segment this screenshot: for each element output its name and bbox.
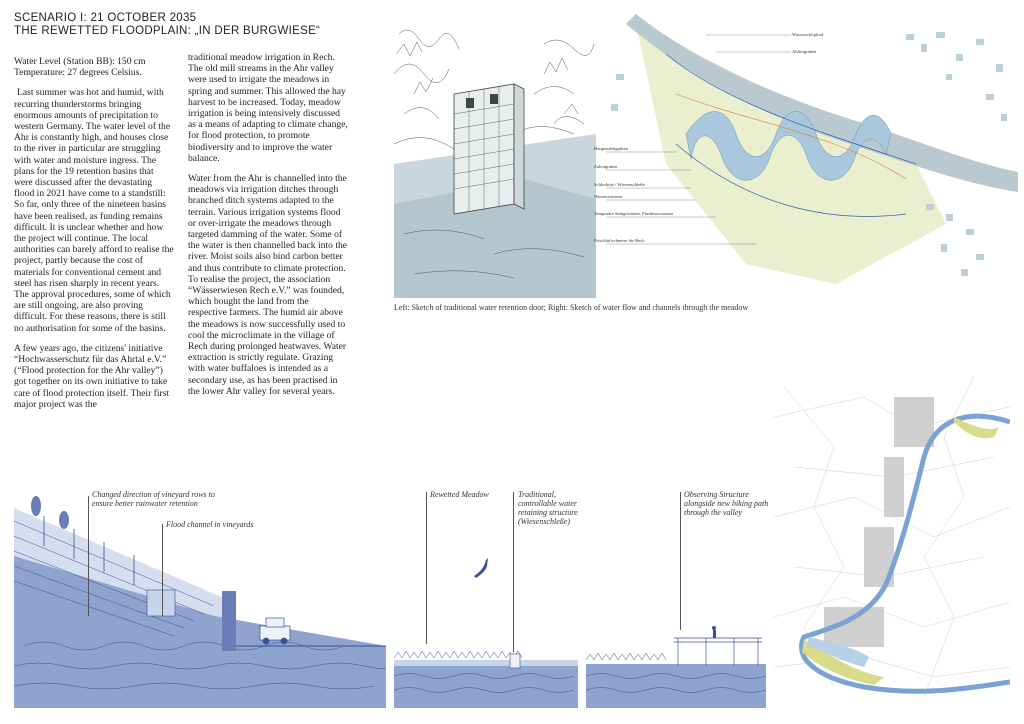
stats-temperature: Temperature: 27 degrees Celsius. <box>14 67 142 79</box>
leader-line <box>162 524 163 616</box>
figure-caption: Left: Sketch of traditional water retention door; Right: Sketch of water flow and channels through the meadow <box>394 303 749 312</box>
title-line-2: THE REWETTED FLOODPLAIN: „IN DER BURGWIESE“ <box>14 25 321 37</box>
legend-item-3: Schlschütz / Wiesenschleße <box>594 182 645 187</box>
legend-item-5: Temporäre Stehgewässer, Flachmoorzonen <box>594 211 673 216</box>
leader-line <box>680 492 681 630</box>
valley-map <box>774 367 1010 709</box>
paragraph-4: Water from the Ahr is channelled into the meadows via irrigation ditches through branched ditch systems adapted to the terrain. Various irrigation systems flood or over-irrigate the meadows through targeted damming of the water. Some of the water is then channelled back into the river. Moist soils also bind carbon better and thus contribute to climate protection. To realise the project, the association “Wässerwiesen Rech e.V.” was founded, which bought the land from the respective farmers. The humid air above the meadows is now successfully used to cool the microclimate in the village of Rech during prolonged heatwaves. Water extraction is strictly regulate. Grazing with water buffaloes is intended as a secondary use, as has been practised in the lower Ahr valley for several years. <box>188 173 348 397</box>
legend-top-1: Wasserschöpfrad <box>792 32 824 37</box>
section-observing-structure <box>586 620 766 708</box>
section-meadow <box>394 640 578 708</box>
paragraph-1: Last summer was hot and humid, with recurring thunderstorms bringing enormous amounts of precipitation to western Germany. The water level of the Ahr is constantly high, and houses close to the river in particular are struggling with water and moisture ingress. The plans for the 19 retention basins that were discussed after the devastating flood in 2021 have come to a standstill: So far, only three of the nineteen basins have been realised, as funding remains difficult. It is unclear whether and how the project will continue. The local authorities can barely afford to realise the project, partly because the cost of materials for conventional cement and steel has risen sharply in recent years. The approval procedures, some of which are still ongoing, are also proving difficult. For these reasons, there is still no authorisation for some of the basins. <box>14 87 174 334</box>
vineyard-label-rows: Changed direction of vineyard rows to ensure better rainwater retention <box>92 490 215 508</box>
text-column-1 <box>14 56 174 419</box>
legend-item-1: Hauptzuleitgraben <box>594 146 628 151</box>
paragraph-2: A few years ago, the citizens' initiative “Hochwasserschutz für das Ahrtal e.V.” (“Flood protection for the Ahr valley”) got together on its own initiative to take care of flood protection itself. Their first major project was the <box>14 342 170 410</box>
leader-line <box>513 492 514 652</box>
leader-line <box>88 496 89 616</box>
bird-icon <box>472 556 494 580</box>
structure-label: Traditional, controllable water retaining structure (Wiesenschleße) <box>518 490 578 526</box>
leader-line <box>426 492 427 644</box>
stats <box>14 56 174 78</box>
meadow-label: Rewetted Meadow <box>430 490 489 499</box>
observing-label: Observing Structure alongside new biking path through the valley <box>684 490 769 517</box>
legend-top-2: Ablöitgraben <box>792 49 817 54</box>
paragraph-3: traditional meadow irrigation in Rech. The old mill streams in the Ahr valley were used to irrigate the meadows in spring and summer. This allowed the hay harvest to be increased. Today, meadow irrigation is being intensively discussed as a means of adapting to climate change, for flood protection, to promote biodiversity and to improve the water balance. <box>188 52 348 164</box>
legend-item-6: Frischluftschneise für Rech <box>594 238 645 243</box>
retention-door-sketch <box>394 14 596 298</box>
text-column-2 <box>188 52 348 406</box>
meadow-channel-plan <box>606 14 1018 300</box>
vineyard-label-channel: Flood channel in vineyards <box>166 520 254 529</box>
title-line-1: SCENARIO I: 21 OCTOBER 2035 <box>14 12 197 24</box>
legend-item-2: Zuleitgraben <box>594 164 618 169</box>
page-title <box>14 12 320 38</box>
legend-item-4: Wiesenwassern <box>594 194 623 199</box>
stats-water-level: Water Level (Station BB): 150 cm <box>14 56 146 67</box>
